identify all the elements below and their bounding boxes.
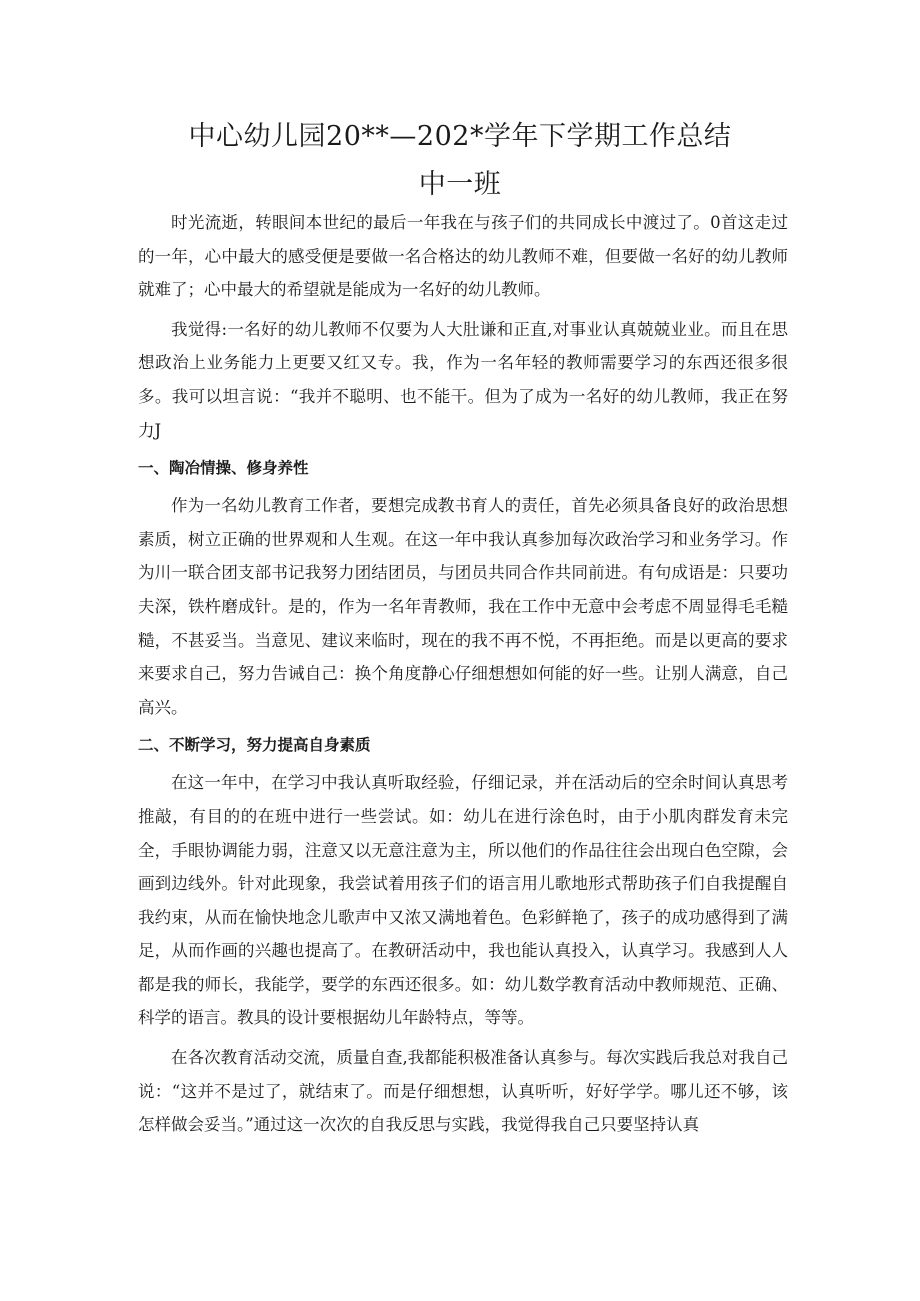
- document-subtitle: 中一班: [418, 169, 502, 200]
- intro-paragraph: 时光流逝，转眼间本世纪的最后一年我在与孩子们的共同成长中渡过了。0首这走过的一年，心中最大的感受便是要做一名合格达的幼儿教师不难，但要做一名好的幼儿教师就难了；心中最大的希望就是能成为一名好的幼儿教师。: [138, 213, 788, 300]
- section-paragraph: 在这一年中，在学习中我认真听取经验，仔细记录，并在活动后的空余时间认真思考推敲，有目的的在班中进行一些尝试。如：幼儿在进行涂色时，由于小肌肉群发育未完全，手眼协调能力弱，注意又以无意注意为主，所以他们的作品往往会出现白色空隙，会画到边线外。针对此现象，我尝试着用孩子们的语言用儿歌地形式帮助孩子们自我提醒自我约束，从而在愉快地念儿歌声中又浓又满地着色。色彩鲜艳了，孩子的成功感得到了满足，从而作画的兴趣也提高了。在教研活动中，我也能认真投入，认真学习。我感到人人都是我的师长，我能学，要学的东西还很多。如：幼儿数学教育活动中教师规范、正确、科学的语言。教具的设计要根据幼儿年龄特点，等等。: [138, 773, 788, 1028]
- section-heading: 二、不断学习，努力提高自身素质: [138, 736, 371, 755]
- section-paragraph: 作为一名幼儿教育工作者，要想完成教书育人的责任，首先必须具备良好的政治思想素质，树立正确的世界观和人生观。在这一年中我认真参加每次政治学习和业务学习。作为川一联合团支部书记我努力团结团员，与团员共同合作共同前进。有句成语是：只要功夫深，铁杵磨成针。是的，作为一名年青教师，我在工作中无意中会考虑不周显得毛毛糙糙，不甚妥当。当意见、建议来临时，现在的我不再不悦，不再拒绝。而是以更高的要求来要求自己，努力告诫自己：换个角度静心仔细想想如何能的好一些。让别人满意，自己高兴。: [138, 496, 788, 717]
- document-body: [138, 206, 788, 1148]
- section-paragraph: 在各次教育活动交流，质量自查,我都能积极准备认真参与。每次实践后我总对我自己说：“这并不是过了，就结束了。而是仔细想想，认真听听，好好学学。哪儿还不够，该怎样做会妥当。”通过这一次次的自我反思与实践，我觉得我自己只要坚持认真: [138, 1048, 788, 1135]
- section-heading: 一、陶冶情操、修身养性: [138, 459, 309, 478]
- intro-paragraph: 我觉得:一名好的幼儿教师不仅要为人大肚谦和正直,对事业认真兢兢业业。而且在思想政治上业务能力上更要又红又专。我，作为一名年轻的教师需要学习的东西还很多很多。我可以坦言说：“我并不聪明、也不能干。但为了成为一名好的幼儿教师，我正在努力J: [138, 319, 788, 440]
- document-title: 中心幼儿园20**—202*学年下学期工作总结: [188, 121, 732, 152]
